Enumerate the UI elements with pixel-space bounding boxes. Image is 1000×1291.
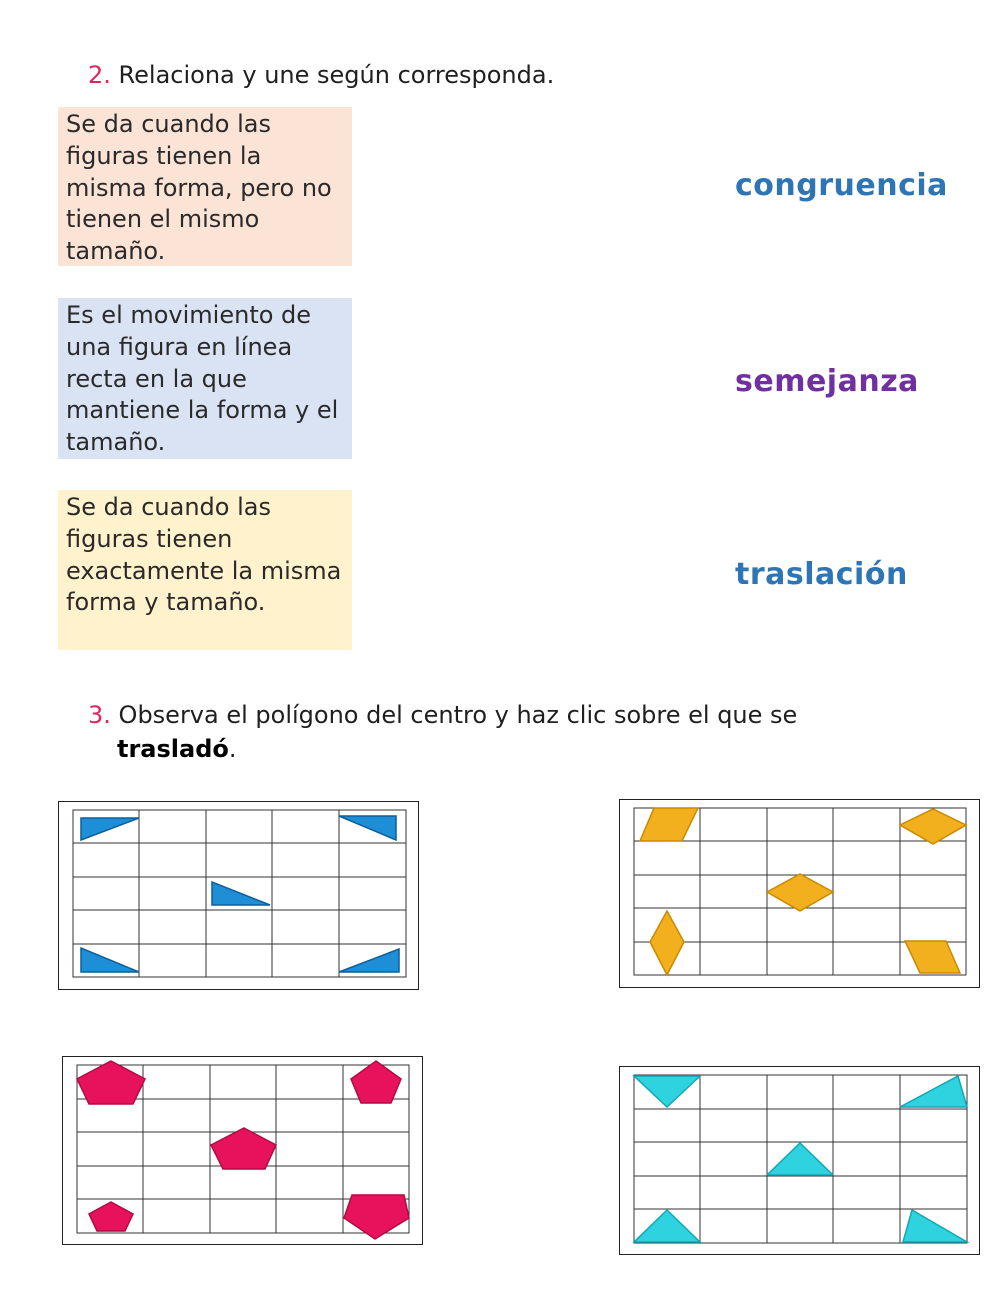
blue-triangle-bottom-right (339, 949, 399, 972)
cyan-triangle-top-right (900, 1076, 967, 1107)
yellow-rhombus-center (767, 874, 833, 911)
grid-pink-pentagons-drawing (63, 1057, 422, 1244)
question-3-number: 3. (88, 701, 111, 729)
cyan-triangle-center (767, 1143, 833, 1175)
pink-pentagon-bottom-right (344, 1195, 409, 1239)
pink-pentagon-top-right (351, 1061, 401, 1103)
question-3-title (88, 698, 868, 766)
yellow-rhombus-bottom-left (650, 911, 684, 975)
pink-pentagon-top-left (77, 1061, 145, 1104)
option-grid-cyan-triangles[interactable] (619, 1066, 980, 1255)
definition-box-similarity[interactable] (58, 107, 352, 266)
option-grid-blue-triangles[interactable] (58, 801, 419, 990)
definition-text: Se da cuando las figuras tienen la misma forma, pero no tienen el mismo tamaño. (66, 110, 332, 266)
cyan-triangle-top-left (634, 1076, 700, 1107)
blue-triangle-top-left (81, 818, 139, 840)
blue-triangle-top-right (339, 816, 396, 840)
blue-triangle-center (212, 882, 270, 905)
yellow-rhombus-top-right (900, 809, 966, 844)
question-3-bold-word: trasladó (117, 735, 229, 763)
question-2-number: 2. (88, 61, 111, 89)
term-semejanza[interactable]: semejanza (735, 364, 919, 399)
term-traslacion[interactable]: traslación (735, 557, 908, 592)
question-2-text: Relaciona y une según corresponda. (118, 61, 555, 89)
option-grid-pink-pentagons[interactable] (62, 1056, 423, 1245)
definition-text: Es el movimiento de una figura en línea recta en la que mantiene la forma y el tamaño. (66, 301, 339, 457)
grid-yellow-rhombuses-drawing (620, 800, 979, 987)
cyan-triangle-bottom-right (903, 1210, 967, 1242)
grid-blue-triangles-drawing (59, 802, 418, 989)
question-2-title (88, 58, 554, 92)
option-grid-yellow-rhombuses[interactable] (619, 799, 980, 988)
pink-pentagon-center (211, 1128, 276, 1169)
grid-cyan-triangles-drawing (620, 1067, 979, 1254)
blue-triangle-bottom-left (81, 948, 139, 972)
definition-box-congruence[interactable] (58, 490, 352, 650)
definition-text: Se da cuando las figuras tienen exactamente la misma forma y tamaño. (66, 493, 342, 617)
question-3-period: . (228, 735, 237, 763)
pink-pentagon-bottom-left (89, 1202, 133, 1231)
yellow-parallelogram-top-left (640, 808, 698, 841)
definition-box-translation[interactable] (58, 298, 352, 459)
cyan-triangle-bottom-left (634, 1210, 700, 1242)
question-3-text: Observa el polígono del centro y haz clic sobre el que se (118, 701, 798, 729)
term-congruencia[interactable]: congruencia (735, 168, 948, 203)
yellow-parallelogram-bottom-right (905, 941, 960, 973)
